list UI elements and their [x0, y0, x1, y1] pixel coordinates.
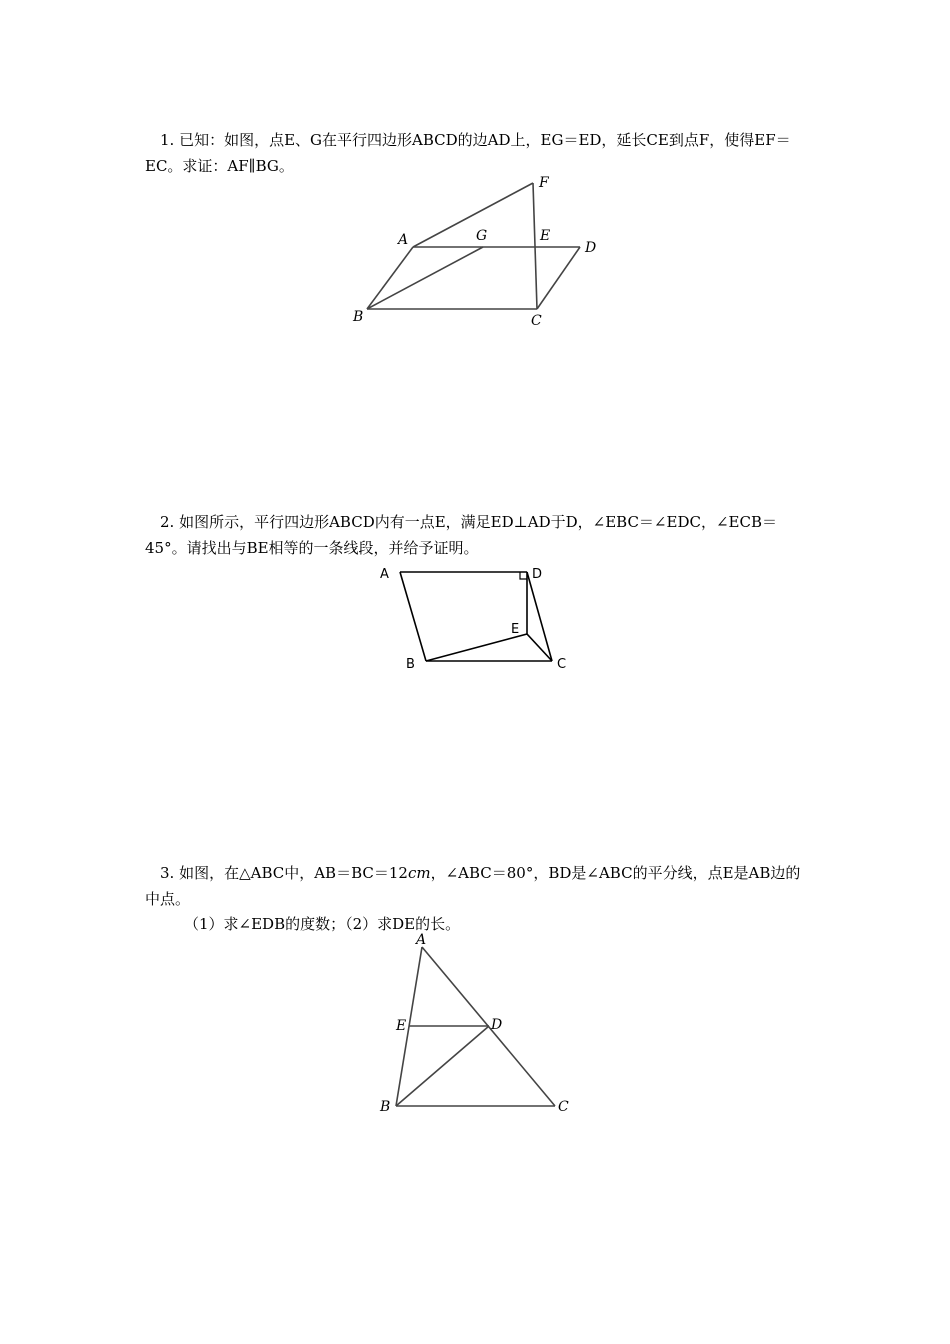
right-angle-mark [520, 572, 527, 579]
label-a: A [416, 932, 427, 948]
problem-3-text-part1: 3. 如图，在△ABC中，AB＝BC＝12 [160, 864, 408, 882]
problem-1-figure [340, 168, 610, 338]
label-e: E [396, 1018, 407, 1034]
segment-bg [367, 247, 483, 309]
problem-3-unit: cm [407, 864, 431, 882]
problem-3-figure [375, 930, 585, 1120]
label-d: D [532, 567, 543, 582]
segment-ab [400, 572, 426, 661]
segment-bd [396, 1026, 489, 1106]
problem-3-text-part2: ，∠ABC＝80°，BD是∠ABC的平分线，点E是AB边的中点。 [145, 864, 801, 908]
problem-3-text [145, 860, 810, 912]
label-d: D [585, 240, 597, 256]
problem-3-sub-questions: （1）求∠EDB的度数；（2）求DE的长。 [184, 915, 461, 933]
label-e: E [511, 622, 520, 637]
label-b: B [380, 1099, 391, 1115]
problem-2-text: 2. 如图所示，平行四边形ABCD内有一点E，满足ED⊥AD于D，∠EBC＝∠EDC，∠ECB＝45°。请找出与BE相等的一条线段，并给予证明。 [145, 513, 777, 557]
label-a: A [380, 567, 389, 582]
segment-cd [537, 247, 580, 309]
label-c: C [558, 1099, 569, 1115]
segment-ab [367, 247, 413, 309]
segment-af [413, 183, 533, 247]
problem-2-figure [370, 560, 590, 675]
label-d: D [491, 1017, 503, 1033]
segment-fc [533, 183, 537, 309]
label-b: B [406, 657, 415, 672]
label-b: B [353, 309, 364, 325]
label-a: A [398, 232, 409, 248]
problem-1-text: 1. 已知：如图，点E、G在平行四边形ABCD的边AD上，EG＝ED，延长CE到点F，使得EF＝EC。求证：AF∥BG。 [145, 131, 791, 175]
label-g: G [476, 228, 488, 244]
label-c: C [557, 657, 567, 672]
label-f: F [539, 175, 549, 191]
label-e: E [540, 228, 551, 244]
segment-be [426, 634, 527, 661]
label-c: C [531, 313, 542, 329]
